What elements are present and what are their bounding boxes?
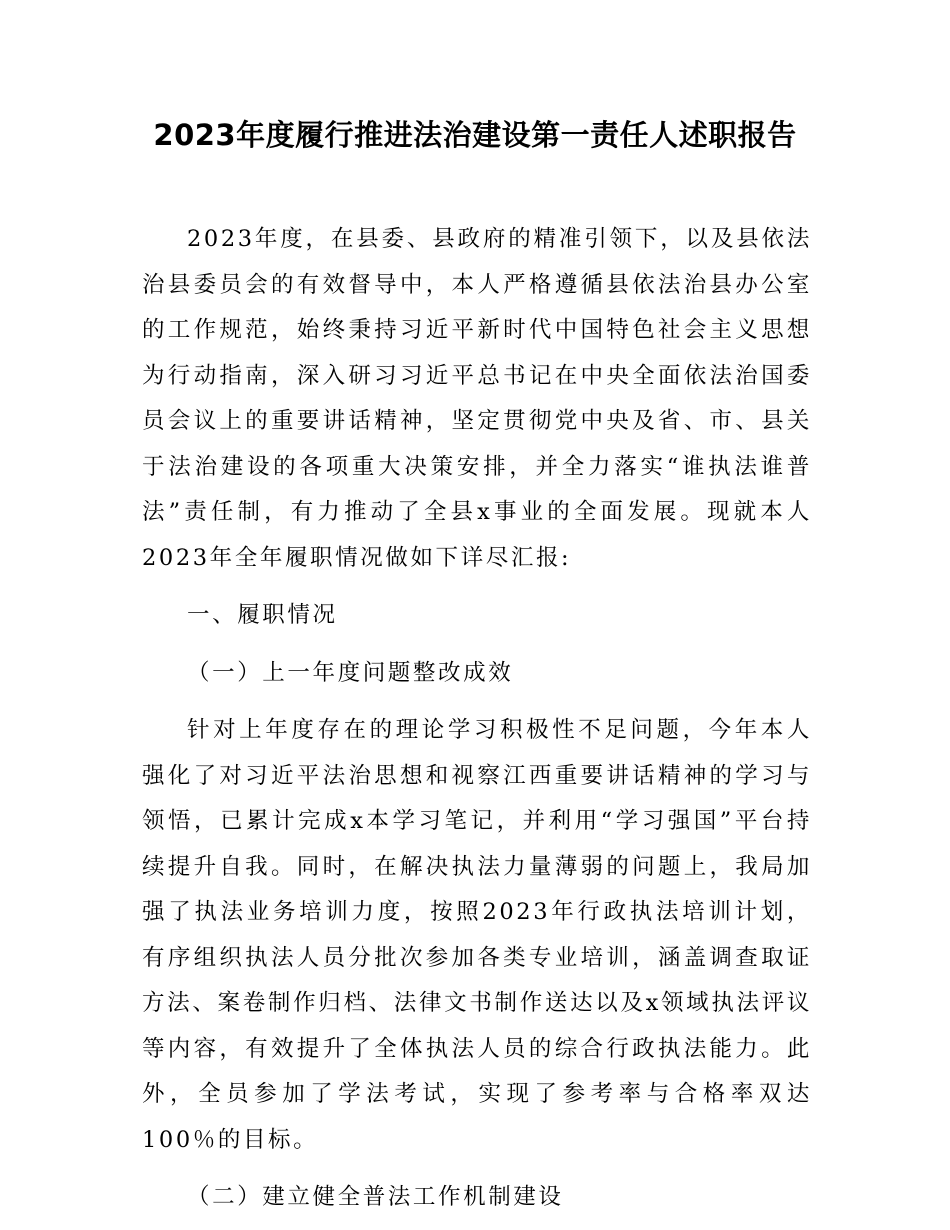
intro-paragraph: 2023年度，在县委、县政府的精准引领下，以及县依法治县委员会的有效督导中，本人严格遵循县依法治县办公室的工作规范，始终秉持习近平新时代中国特色社会主义思想为行动指南，深入研习习近平总书记在中央全面依法治国委员会议上的重要讲话精神，坚定贯彻党中央及省、市、县关于法治建设的各项重大决策安排，并全力落实“谁执法谁普法”责任制，有力推动了全县x事业的全面发展。现就本人2023年全年履职情况做如下详尽汇报: [142,226,812,571]
rectification-paragraph: 针对上年度存在的理论学习积极性不足问题，今年本人强化了对习近平法治思想和视察江西重要讲话精神的学习与领悟，已累计完成x本学习笔记，并利用“学习强国”平台持续提升自我。同时，在解决执法力量薄弱的问题上，我局加强了执法业务培训力度，按照2023年行政执法培训计划，有序组织执法人员分批次参加各类专业培训，涵盖调查取证方法、案卷制作归档、法律文书制作送达以及x领域执法评议等内容，有效提升了全体执法人员的综合行政执法能力。此外，全员参加了学法考试，实现了参考率与合格率双达100％的目标。 [142,717,812,1153]
section-heading-performance: 一、履职情况 [187,602,338,628]
document-title: 2023年度履行推进法治建设第一责任人述职报告 [153,118,797,152]
subsection-heading-rectification: （一）上一年度问题整改成效 [187,659,514,686]
subsection-heading-mechanism: （二）建立健全普法工作机制建设 [187,1184,564,1210]
document-body [142,217,812,1221]
